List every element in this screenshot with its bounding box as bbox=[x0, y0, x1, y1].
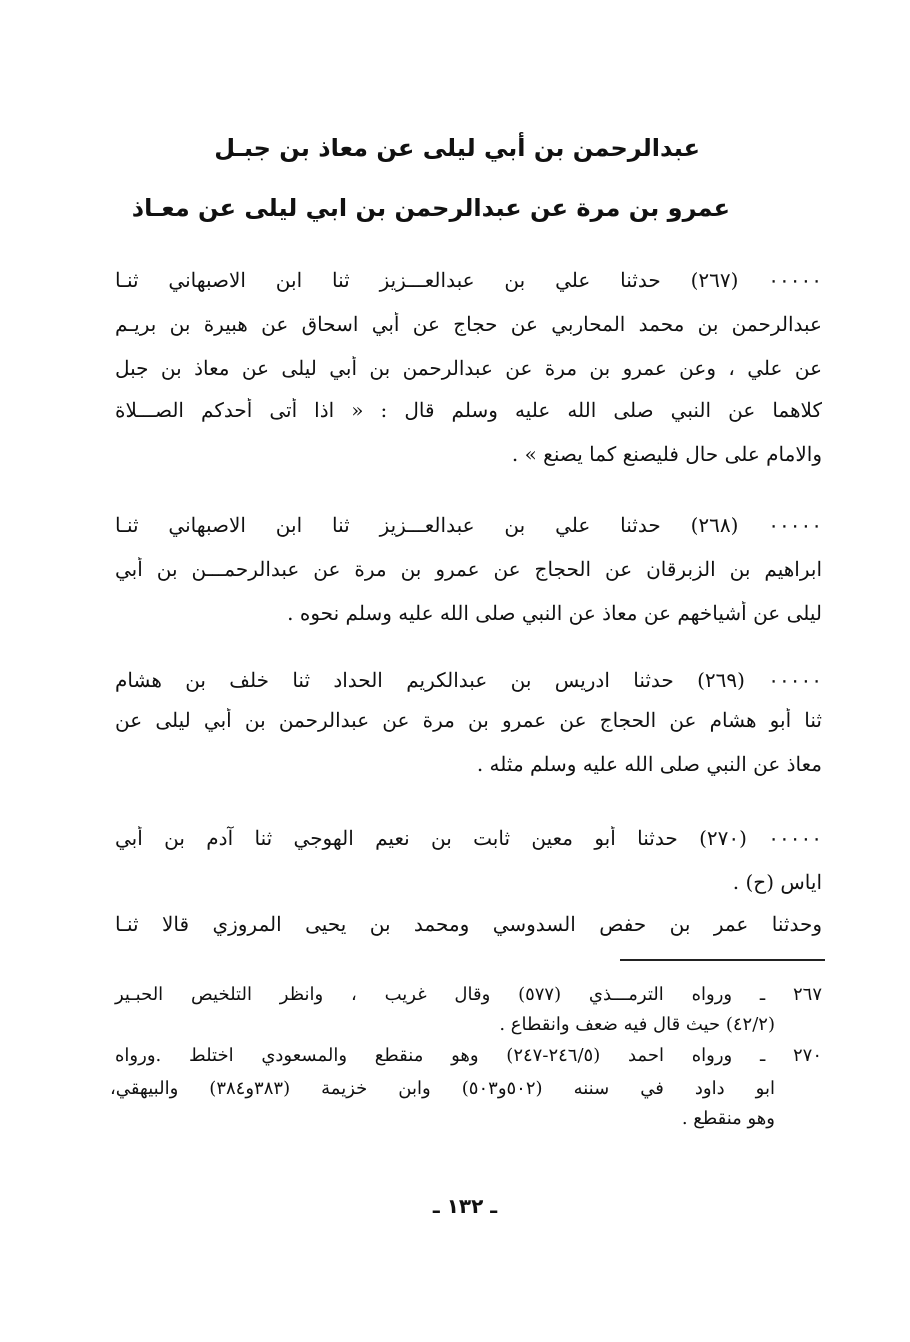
hadith-267-line-5: والامام على حال فليصنع كما يصنع » . bbox=[511, 442, 822, 466]
hadith-269-line-1: ٠٠٠٠٠ (٢٦٩) حدثنا ادريس بن عبدالكريم الحداد ثنا خلف بن هشام bbox=[115, 668, 822, 692]
hadith-268-line-1: ٠٠٠٠٠ (٢٦٨) حدثنا علي بن عبدالعـــزيز ثنا ابن الاصبهاني ثنـا bbox=[115, 513, 822, 537]
footnote-270-line-2: ابو داود في سننه (٥٠٢و٥٠٣) وابن خزيمة (٣٨٣و٣٨٤) والبيهقي، bbox=[110, 1078, 775, 1099]
footnote-267-line-2: (٤٢/٢) حيث قال فيه ضعف وانقطاع . bbox=[499, 1014, 775, 1035]
hadith-267-line-4: كلاهما عن النبي صلى الله عليه وسلم قال : « اذا أتى أحدكم الصـــلاة bbox=[115, 398, 822, 422]
section-title: عبدالرحمن بن أبي ليلى عن معاذ بن جبـل bbox=[214, 134, 700, 162]
hadith-270-line-1: ٠٠٠٠٠ (٢٧٠) حدثنا أبو معين ثابت بن نعيم الهوجي ثنا آدم بن أبي bbox=[115, 826, 822, 850]
hadith-270-line-2: اياس (ح) . bbox=[732, 870, 822, 894]
hadith-268-line-3: ليلى عن أشياخهم عن معاذ عن النبي صلى الله عليه وسلم نحوه . bbox=[287, 601, 822, 625]
hadith-269-line-3: معاذ عن النبي صلى الله عليه وسلم مثله . bbox=[476, 752, 822, 776]
footnote-270-line-3: وهو منقطع . bbox=[681, 1108, 775, 1129]
hadith-267-line-1: ٠٠٠٠٠ (٢٦٧) حدثنا علي بن عبدالعـــزيز ثنا ابن الاصبهاني ثنـا bbox=[115, 268, 822, 292]
footnote-separator bbox=[620, 959, 825, 961]
page-number: ـ ١٣٢ ـ bbox=[432, 1194, 498, 1218]
footnote-270-line-1: ٢٧٠ ـ ورواه احمد (٢٤٦/٥-٢٤٧) وهو منقطع والمسعودي اختلط .ورواه bbox=[115, 1045, 822, 1066]
hadith-268-line-2: ابراهيم بن الزبرقان عن الحجاج عن عمرو بن مرة عن عبدالرحمـــن بن أبي bbox=[115, 557, 822, 581]
section-subtitle: عمرو بن مرة عن عبدالرحمن بن ابي ليلى عن معـاذ bbox=[131, 194, 730, 222]
hadith-267-line-2: عبدالرحمن بن محمد المحاربي عن حجاج عن أبي اسحاق عن هبيرة بن بريـم bbox=[115, 312, 822, 336]
hadith-267-line-3: عن علي ، وعن عمرو بن مرة عن عبدالرحمن بن أبي ليلى عن معاذ بن جبل bbox=[115, 356, 822, 380]
hadith-270-line-3: وحدثنا عمر بن حفص السدوسي ومحمد بن يحيى المروزي قالا ثنـا bbox=[115, 912, 822, 936]
footnote-267-line-1: ٢٦٧ ـ ورواه الترمـــذي (٥٧٧) وقال غريب ، وانظر التلخيص الحبـير bbox=[115, 984, 822, 1005]
hadith-269-line-2: ثنا أبو هشام عن الحجاج عن عمرو بن مرة عن عبدالرحمن بن أبي ليلى عن bbox=[115, 708, 822, 732]
